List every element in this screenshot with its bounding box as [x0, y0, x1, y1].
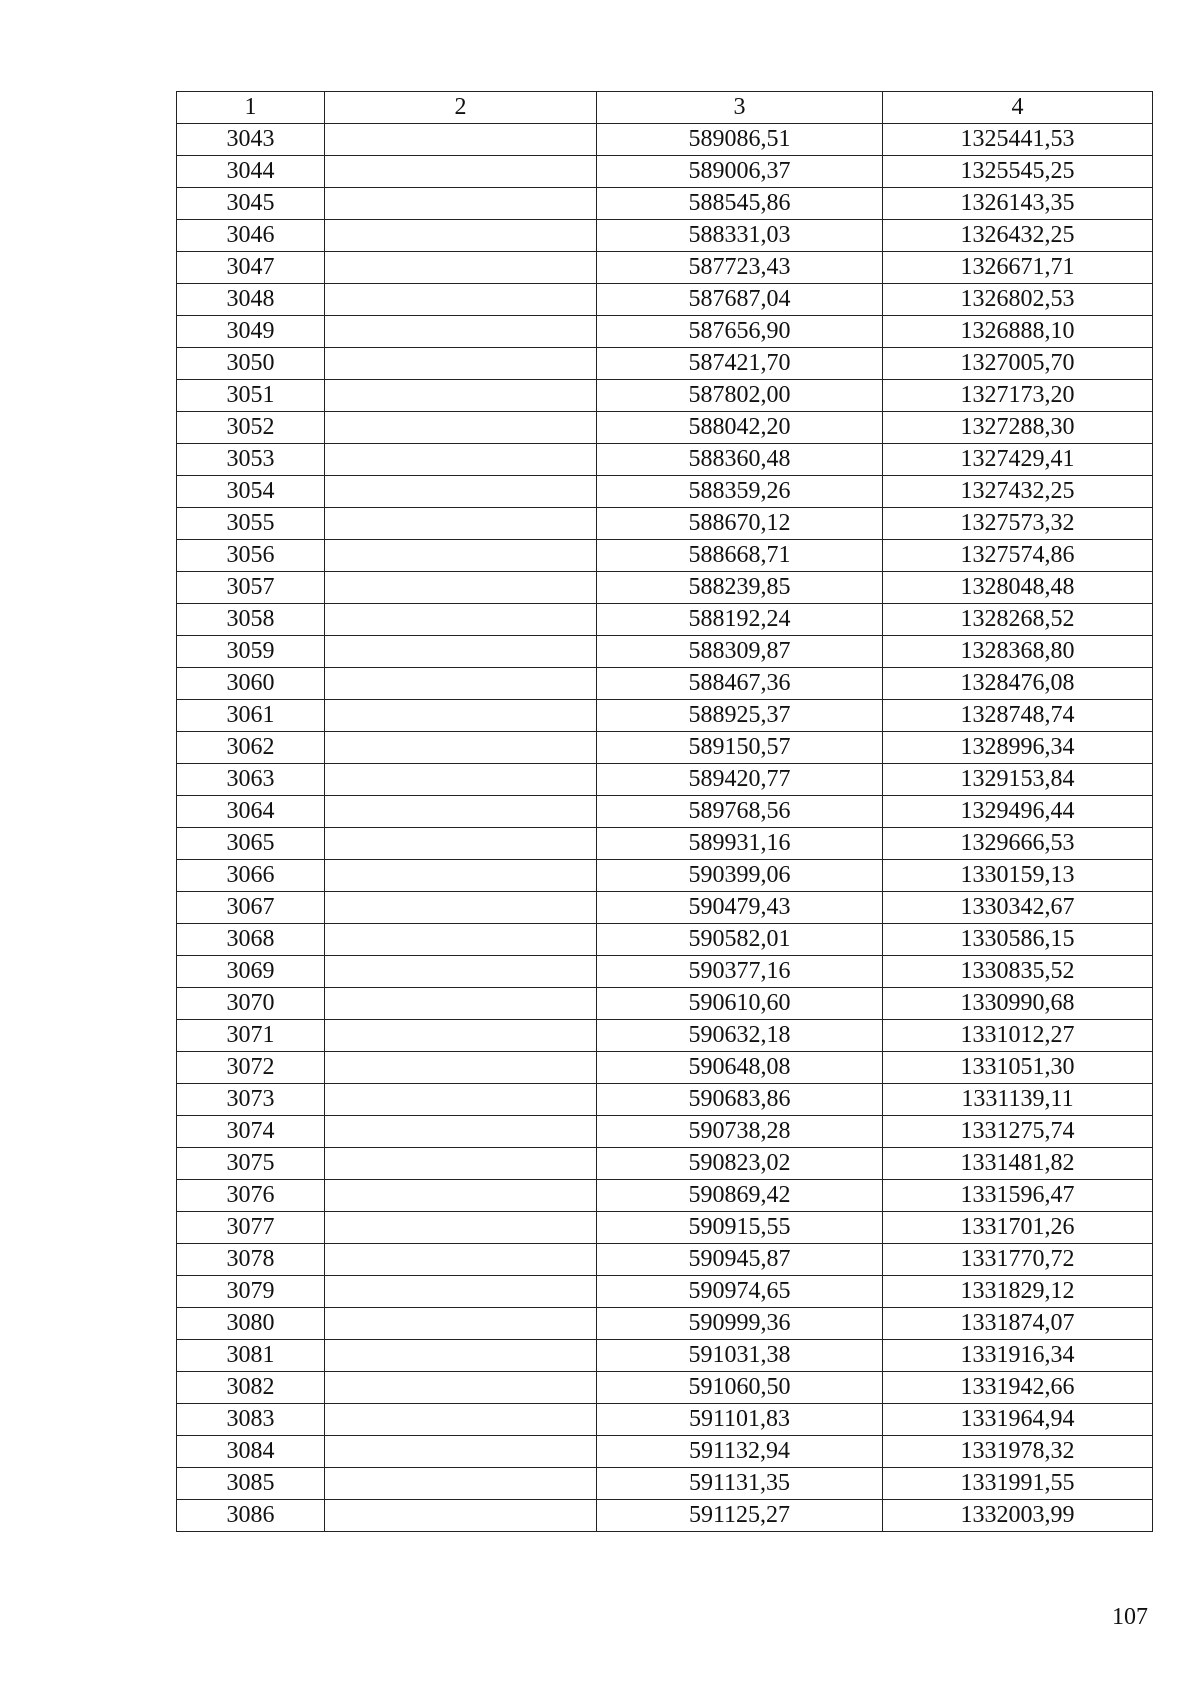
empty-cell [325, 860, 597, 892]
x-coordinate-cell: 588545,86 [597, 188, 883, 220]
empty-cell [325, 1436, 597, 1468]
empty-cell [325, 156, 597, 188]
point-number-cell: 3062 [177, 732, 325, 764]
y-coordinate-cell: 1326802,53 [883, 284, 1153, 316]
table-row [177, 1340, 1153, 1372]
point-number-cell: 3047 [177, 252, 325, 284]
y-coordinate-cell: 1329153,84 [883, 764, 1153, 796]
table-row [177, 1436, 1153, 1468]
table-row [177, 1084, 1153, 1116]
table-header-row [177, 92, 1153, 124]
empty-cell [325, 604, 597, 636]
y-coordinate-cell: 1330835,52 [883, 956, 1153, 988]
x-coordinate-cell: 591060,50 [597, 1372, 883, 1404]
point-number-cell: 3057 [177, 572, 325, 604]
point-number-cell: 3049 [177, 316, 325, 348]
y-coordinate-cell: 1329666,53 [883, 828, 1153, 860]
table-row [177, 188, 1153, 220]
empty-cell [325, 668, 597, 700]
point-number-cell: 3085 [177, 1468, 325, 1500]
empty-cell [325, 1244, 597, 1276]
y-coordinate-cell: 1330586,15 [883, 924, 1153, 956]
y-coordinate-cell: 1330342,67 [883, 892, 1153, 924]
point-number-cell: 3069 [177, 956, 325, 988]
point-number-cell: 3078 [177, 1244, 325, 1276]
empty-cell [325, 1276, 597, 1308]
table-row [177, 1500, 1153, 1532]
point-number-cell: 3060 [177, 668, 325, 700]
x-coordinate-cell: 588360,48 [597, 444, 883, 476]
empty-cell [325, 636, 597, 668]
table-row [177, 988, 1153, 1020]
x-coordinate-cell: 590974,65 [597, 1276, 883, 1308]
table-row [177, 828, 1153, 860]
table-row [177, 1212, 1153, 1244]
empty-cell [325, 1500, 597, 1532]
y-coordinate-cell: 1331991,55 [883, 1468, 1153, 1500]
point-number-cell: 3070 [177, 988, 325, 1020]
empty-cell [325, 444, 597, 476]
table-row [177, 124, 1153, 156]
point-number-cell: 3081 [177, 1340, 325, 1372]
point-number-cell: 3045 [177, 188, 325, 220]
table-row [177, 636, 1153, 668]
x-coordinate-cell: 588668,71 [597, 540, 883, 572]
table-row [177, 1308, 1153, 1340]
table-row [177, 732, 1153, 764]
x-coordinate-cell: 591132,94 [597, 1436, 883, 1468]
table-row [177, 1148, 1153, 1180]
y-coordinate-cell: 1331139,11 [883, 1084, 1153, 1116]
x-coordinate-cell: 590999,36 [597, 1308, 883, 1340]
empty-cell [325, 476, 597, 508]
y-coordinate-cell: 1328996,34 [883, 732, 1153, 764]
empty-cell [325, 1468, 597, 1500]
empty-cell [325, 892, 597, 924]
y-coordinate-cell: 1328268,52 [883, 604, 1153, 636]
x-coordinate-cell: 588467,36 [597, 668, 883, 700]
point-number-cell: 3055 [177, 508, 325, 540]
table-row [177, 508, 1153, 540]
table-row [177, 1404, 1153, 1436]
point-number-cell: 3054 [177, 476, 325, 508]
empty-cell [325, 124, 597, 156]
empty-cell [325, 1404, 597, 1436]
table-row [177, 412, 1153, 444]
y-coordinate-cell: 1331701,26 [883, 1212, 1153, 1244]
table-row [177, 764, 1153, 796]
y-coordinate-cell: 1332003,99 [883, 1500, 1153, 1532]
empty-cell [325, 764, 597, 796]
x-coordinate-cell: 590582,01 [597, 924, 883, 956]
table-row [177, 668, 1153, 700]
table-row [177, 604, 1153, 636]
table-row [177, 892, 1153, 924]
x-coordinate-cell: 589931,16 [597, 828, 883, 860]
table-row [177, 444, 1153, 476]
table-row [177, 1180, 1153, 1212]
x-coordinate-cell: 589150,57 [597, 732, 883, 764]
x-coordinate-cell: 589086,51 [597, 124, 883, 156]
table-row [177, 156, 1153, 188]
x-coordinate-cell: 587687,04 [597, 284, 883, 316]
table-row [177, 1020, 1153, 1052]
x-coordinate-cell: 589420,77 [597, 764, 883, 796]
x-coordinate-cell: 590610,60 [597, 988, 883, 1020]
empty-cell [325, 540, 597, 572]
point-number-cell: 3068 [177, 924, 325, 956]
table-row [177, 380, 1153, 412]
empty-cell [325, 828, 597, 860]
table-row [177, 1052, 1153, 1084]
point-number-cell: 3046 [177, 220, 325, 252]
x-coordinate-cell: 588309,87 [597, 636, 883, 668]
point-number-cell: 3052 [177, 412, 325, 444]
x-coordinate-cell: 590377,16 [597, 956, 883, 988]
empty-cell [325, 284, 597, 316]
x-coordinate-cell: 590479,43 [597, 892, 883, 924]
point-number-cell: 3079 [177, 1276, 325, 1308]
point-number-cell: 3064 [177, 796, 325, 828]
x-coordinate-cell: 588239,85 [597, 572, 883, 604]
x-coordinate-cell: 587656,90 [597, 316, 883, 348]
y-coordinate-cell: 1325441,53 [883, 124, 1153, 156]
empty-cell [325, 924, 597, 956]
table-row [177, 284, 1153, 316]
y-coordinate-cell: 1331275,74 [883, 1116, 1153, 1148]
y-coordinate-cell: 1331596,47 [883, 1180, 1153, 1212]
empty-cell [325, 796, 597, 828]
x-coordinate-cell: 591031,38 [597, 1340, 883, 1372]
table-row [177, 700, 1153, 732]
x-coordinate-cell: 590945,87 [597, 1244, 883, 1276]
empty-cell [325, 1180, 597, 1212]
column-header-3: 3 [597, 92, 883, 124]
x-coordinate-cell: 588670,12 [597, 508, 883, 540]
y-coordinate-cell: 1327432,25 [883, 476, 1153, 508]
point-number-cell: 3084 [177, 1436, 325, 1468]
x-coordinate-cell: 591101,83 [597, 1404, 883, 1436]
point-number-cell: 3073 [177, 1084, 325, 1116]
table-row [177, 316, 1153, 348]
table-row [177, 1116, 1153, 1148]
y-coordinate-cell: 1329496,44 [883, 796, 1153, 828]
empty-cell [325, 1020, 597, 1052]
x-coordinate-cell: 590683,86 [597, 1084, 883, 1116]
x-coordinate-cell: 591131,35 [597, 1468, 883, 1500]
empty-cell [325, 700, 597, 732]
empty-cell [325, 316, 597, 348]
y-coordinate-cell: 1331051,30 [883, 1052, 1153, 1084]
empty-cell [325, 348, 597, 380]
x-coordinate-cell: 588925,37 [597, 700, 883, 732]
y-coordinate-cell: 1331942,66 [883, 1372, 1153, 1404]
point-number-cell: 3044 [177, 156, 325, 188]
empty-cell [325, 732, 597, 764]
y-coordinate-cell: 1326143,35 [883, 188, 1153, 220]
x-coordinate-cell: 588042,20 [597, 412, 883, 444]
point-number-cell: 3061 [177, 700, 325, 732]
empty-cell [325, 188, 597, 220]
empty-cell [325, 1084, 597, 1116]
table-row [177, 1244, 1153, 1276]
column-header-4: 4 [883, 92, 1153, 124]
y-coordinate-cell: 1327573,32 [883, 508, 1153, 540]
y-coordinate-cell: 1328048,48 [883, 572, 1153, 604]
table-row [177, 572, 1153, 604]
empty-cell [325, 252, 597, 284]
point-number-cell: 3080 [177, 1308, 325, 1340]
empty-cell [325, 220, 597, 252]
x-coordinate-cell: 589006,37 [597, 156, 883, 188]
empty-cell [325, 1340, 597, 1372]
table-row [177, 860, 1153, 892]
y-coordinate-cell: 1331481,82 [883, 1148, 1153, 1180]
point-number-cell: 3067 [177, 892, 325, 924]
table-row [177, 796, 1153, 828]
point-number-cell: 3086 [177, 1500, 325, 1532]
y-coordinate-cell: 1326888,10 [883, 316, 1153, 348]
point-number-cell: 3048 [177, 284, 325, 316]
point-number-cell: 3063 [177, 764, 325, 796]
point-number-cell: 3077 [177, 1212, 325, 1244]
y-coordinate-cell: 1331916,34 [883, 1340, 1153, 1372]
table-row [177, 1372, 1153, 1404]
point-number-cell: 3074 [177, 1116, 325, 1148]
empty-cell [325, 988, 597, 1020]
x-coordinate-cell: 589768,56 [597, 796, 883, 828]
table-row [177, 348, 1153, 380]
empty-cell [325, 572, 597, 604]
point-number-cell: 3076 [177, 1180, 325, 1212]
table-row [177, 1468, 1153, 1500]
point-number-cell: 3082 [177, 1372, 325, 1404]
point-number-cell: 3075 [177, 1148, 325, 1180]
x-coordinate-cell: 591125,27 [597, 1500, 883, 1532]
empty-cell [325, 508, 597, 540]
coordinates-table [176, 91, 1153, 1532]
empty-cell [325, 1212, 597, 1244]
x-coordinate-cell: 590632,18 [597, 1020, 883, 1052]
y-coordinate-cell: 1328476,08 [883, 668, 1153, 700]
y-coordinate-cell: 1331012,27 [883, 1020, 1153, 1052]
y-coordinate-cell: 1327429,41 [883, 444, 1153, 476]
x-coordinate-cell: 588331,03 [597, 220, 883, 252]
y-coordinate-cell: 1327173,20 [883, 380, 1153, 412]
column-header-1: 1 [177, 92, 325, 124]
table-row [177, 476, 1153, 508]
y-coordinate-cell: 1331978,32 [883, 1436, 1153, 1468]
empty-cell [325, 412, 597, 444]
point-number-cell: 3050 [177, 348, 325, 380]
table-row [177, 924, 1153, 956]
y-coordinate-cell: 1325545,25 [883, 156, 1153, 188]
table-row [177, 252, 1153, 284]
page-number: 107 [1112, 1604, 1148, 1630]
point-number-cell: 3053 [177, 444, 325, 476]
x-coordinate-cell: 588359,26 [597, 476, 883, 508]
x-coordinate-cell: 590823,02 [597, 1148, 883, 1180]
y-coordinate-cell: 1327005,70 [883, 348, 1153, 380]
table-row [177, 220, 1153, 252]
empty-cell [325, 1148, 597, 1180]
y-coordinate-cell: 1326432,25 [883, 220, 1153, 252]
y-coordinate-cell: 1327574,86 [883, 540, 1153, 572]
y-coordinate-cell: 1331964,94 [883, 1404, 1153, 1436]
x-coordinate-cell: 590915,55 [597, 1212, 883, 1244]
point-number-cell: 3083 [177, 1404, 325, 1436]
point-number-cell: 3043 [177, 124, 325, 156]
point-number-cell: 3051 [177, 380, 325, 412]
x-coordinate-cell: 590738,28 [597, 1116, 883, 1148]
table-row [177, 956, 1153, 988]
y-coordinate-cell: 1331829,12 [883, 1276, 1153, 1308]
x-coordinate-cell: 588192,24 [597, 604, 883, 636]
point-number-cell: 3059 [177, 636, 325, 668]
point-number-cell: 3058 [177, 604, 325, 636]
table-body [177, 124, 1153, 1532]
table-row [177, 540, 1153, 572]
empty-cell [325, 1372, 597, 1404]
empty-cell [325, 1308, 597, 1340]
table-row [177, 1276, 1153, 1308]
y-coordinate-cell: 1330159,13 [883, 860, 1153, 892]
empty-cell [325, 1052, 597, 1084]
empty-cell [325, 956, 597, 988]
x-coordinate-cell: 587802,00 [597, 380, 883, 412]
empty-cell [325, 380, 597, 412]
y-coordinate-cell: 1330990,68 [883, 988, 1153, 1020]
point-number-cell: 3072 [177, 1052, 325, 1084]
x-coordinate-cell: 590869,42 [597, 1180, 883, 1212]
point-number-cell: 3066 [177, 860, 325, 892]
point-number-cell: 3065 [177, 828, 325, 860]
x-coordinate-cell: 587421,70 [597, 348, 883, 380]
point-number-cell: 3071 [177, 1020, 325, 1052]
y-coordinate-cell: 1328368,80 [883, 636, 1153, 668]
y-coordinate-cell: 1328748,74 [883, 700, 1153, 732]
y-coordinate-cell: 1331874,07 [883, 1308, 1153, 1340]
y-coordinate-cell: 1331770,72 [883, 1244, 1153, 1276]
point-number-cell: 3056 [177, 540, 325, 572]
x-coordinate-cell: 590648,08 [597, 1052, 883, 1084]
y-coordinate-cell: 1326671,71 [883, 252, 1153, 284]
x-coordinate-cell: 590399,06 [597, 860, 883, 892]
column-header-2: 2 [325, 92, 597, 124]
empty-cell [325, 1116, 597, 1148]
y-coordinate-cell: 1327288,30 [883, 412, 1153, 444]
x-coordinate-cell: 587723,43 [597, 252, 883, 284]
